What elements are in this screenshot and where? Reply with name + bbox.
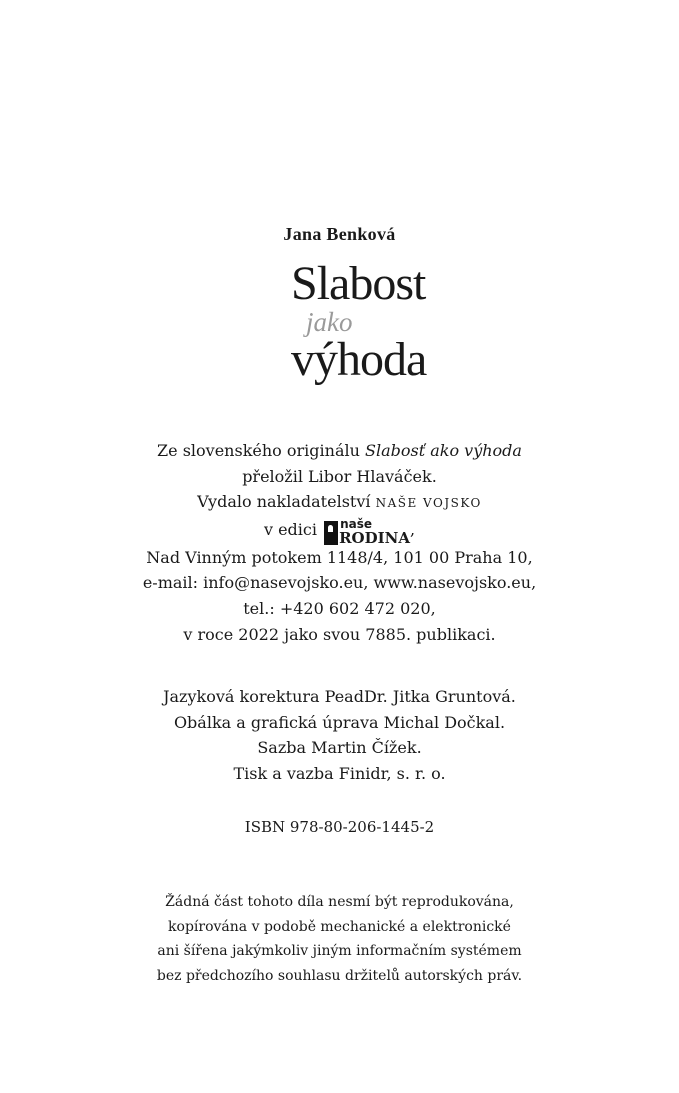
edition-line (0, 516, 679, 548)
original-prefix: Ze slovenského originálu (157, 441, 365, 460)
publisher-line (0, 489, 679, 517)
printing-line: Tisk a vazba Finidr, s. r. o. (233, 763, 446, 783)
book-title (0, 255, 679, 385)
address-line: Nad Vinným potokem 1148/4, 101 00 Praha 10, (146, 547, 533, 567)
logo-word-nase: naše (340, 516, 372, 531)
rights-line-2: kopírována v podobě mechanické a elektronické (168, 918, 511, 935)
contact-line: e-mail: info@nasevojsko.eu, www.nasevojsko.eu, (142, 573, 537, 593)
typesetting-line: Sazba Martin Čížek. (257, 738, 422, 758)
logo-mark-icon (324, 521, 338, 545)
credits-block (0, 684, 679, 786)
rights-line-1: Žádná část tohoto díla nesmí být reprodukována, (165, 894, 514, 910)
title-line-slabost: Slabost (291, 257, 426, 310)
translator-line: přeložil Libor Hlaváček. (242, 466, 437, 486)
cover-line: Obálka a grafická úprava Michal Dočkal. (173, 712, 506, 732)
logo-word-rodina: RODINA (339, 529, 410, 548)
phone-line: tel.: +420 602 472 020, (243, 598, 436, 618)
original-title: Slabosť ako výhoda (364, 441, 522, 460)
publisher-prefix: Vydalo nakladatelství (197, 492, 376, 512)
nase-rodina-logo (324, 516, 410, 548)
rights-line-4: bez předchozího souhlasu držitelů autorských práv. (156, 967, 523, 984)
title-line-vyhoda: výhoda (291, 333, 427, 386)
imprint-block (0, 438, 679, 647)
isbn-line: ISBN 978-80-206-1445-2 (244, 818, 435, 836)
original-title-line (0, 438, 679, 464)
rights-line-3: ani šířena jakýmkoliv jiným informačním systémem (157, 943, 522, 959)
title-line-jako: jako (306, 307, 353, 337)
year-line: v roce 2022 jako svou 7885. publikaci. (183, 624, 496, 644)
edition-suffix: , (409, 519, 416, 539)
rights-notice (0, 890, 679, 988)
proofreading-line: Jazyková korektura PeadDr. Jitka Gruntová. (163, 687, 516, 706)
publisher-name: NAŠE VOJSKO (375, 496, 482, 511)
edition-prefix: v edici (263, 519, 323, 539)
author-name: Jana Benková (283, 224, 396, 244)
